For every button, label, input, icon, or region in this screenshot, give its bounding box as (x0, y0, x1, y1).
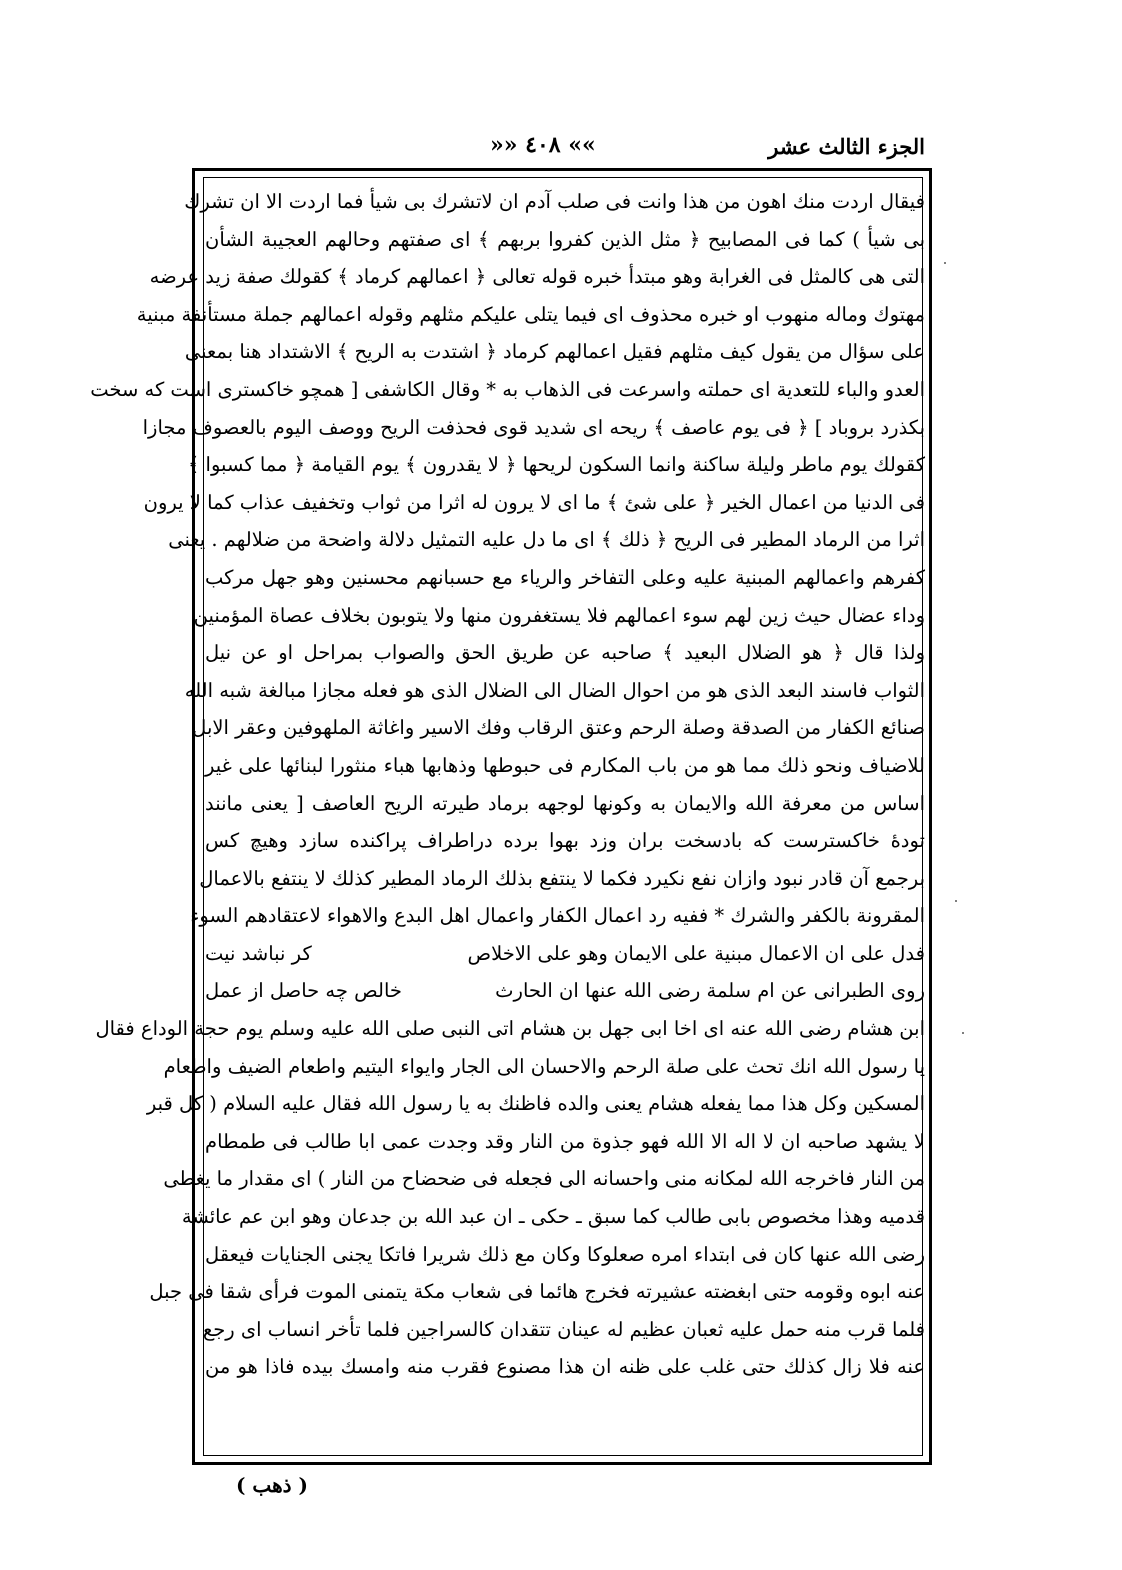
text-line: العدو والباء للتعدية اى حملته واسرعت فى الذهاب به * وقال الكاشفى [ همچو خاكسترى است كه سخت (90, 377, 925, 401)
text-line: فيقال اردت منك اهون من هذا وانت فى صلب آدم ان لاتشرك بى شيأ فما اردت الا ان تشرك (184, 190, 925, 213)
text-line: الثواب فاسند البعد الذى هو من احوال الضال الى الضلال الذى هو فعله مجازا مبالغة شبه الله (184, 678, 925, 702)
part-title: الجزء الثالث عشر (768, 134, 925, 159)
verse-line-2 (205, 972, 925, 1010)
catchword: ( ذهب ) (236, 1473, 308, 1497)
text-line: تودهٔ خاكسترست كه بادسخت بران وزد بهوا برده دراطراف پراكنده سازد وهيچ كس (205, 829, 925, 853)
text-line: فى الدنيا من اعمال الخير ﴿ على شئ ﴾ ما اى لا يرون له اثرا من ثواب وتخفيف عذاب كما لا يرون (143, 490, 925, 514)
text-line: كفرهم واعمالهم المبنية عليه وعلى التفاخر والرياء مع حسبانهم محسنين وهو جهل مركب (205, 565, 925, 589)
verse-left-2: خالص چه حاصل از عمل (205, 979, 402, 1003)
verse-line-1 (205, 935, 925, 973)
text-line: عنه فلا زال كذلك حتى غلب على ظنه ان هذا مصنوع فقرب منه وامسك بيده فاذا هو من (205, 1355, 925, 1379)
text-line: عنه ابوه وقومه حتى ابغضته عشيرته فخرج هائما فى شعاب مكة يتمنى الموت فرأى شقا فى جبل (149, 1280, 925, 1304)
verse-left: كر نباشد نيت (205, 941, 312, 965)
text-line: للاضياف ونحو ذلك مما هو من باب المكارم فى حبوطها وذهابها هباء منثورا لبنائها على غير (205, 753, 925, 777)
text-line: المقرونة بالكفر والشرك * ففيه رد اعمال الكفار واعمال اهل البدع والاهواء لاعتقادهم السوء (190, 904, 925, 928)
text-line: كقولك يوم ماطر وليلة ساكنة وانما السكون لريحها ﴿ لا يقدرون ﴾ يوم القيامة ﴿ مما كسبوا ﴾ (187, 453, 925, 477)
ornament-left: »» (490, 132, 518, 158)
text-line: قدميه وهذا مخصوص بابى طالب كما سبق ـ حكى ـ ان عبد الله بن جدعان وهو ابن عم عائشة (181, 1205, 925, 1229)
text-line: اثرا من الرماد المطير فى الريح ﴿ ذلك ﴾ اى ما دل عليه التمثيل دلالة واضحة من ضلالهم . يعنى (168, 528, 925, 552)
text-line: على سؤال من يقول كيف مثلهم فقيل اعمالهم كرماد ﴿ اشتدت به الريح ﴾ الاشتداد هنا بمعنى (184, 340, 925, 364)
text-line: ابن هشام رضى الله عنه اى اخا ابى جهل بن هشام اتى النبى صلى الله عليه وسلم يوم حجة الوداع فقال (95, 1017, 925, 1041)
ornament-right: «« (568, 132, 596, 158)
text-line: ولذا قال ﴿ هو الضلال البعيد ﴾ صاحبه عن طريق الحق والصواب بمراحل او عن نيل (205, 641, 925, 665)
page-header (200, 130, 925, 170)
text-line: التى هى كالمثل فى الغرابة وهو مبتدأ خبره قوله تعالى ﴿ اعمالهم كرماد ﴾ كقولك صفة زيد عرضه (149, 265, 925, 289)
text-line: مهتوك وماله منهوب او خبره محذوف اى فيما يتلى عليكم مثلهم وقوله اعمالهم جملة مستأنفة مبنية (136, 302, 925, 326)
text-line: لا يشهد صاحبه ان لا اله الا الله فهو جذوة من النار وقد وجدت عمى ابا طالب فى طمطام (205, 1129, 925, 1153)
scan-speck (955, 900, 957, 902)
text-line: فلما قرب منه حمل عليه ثعبان عظيم له عينان تتقدان كالسراجين فلما تأخر انساب اى رجع (202, 1317, 925, 1341)
text-line: يا رسول الله انك تحث على صلة الرحم والاحسان الى الجار وايواء اليتيم واطعام الضيف واطعام (163, 1054, 925, 1078)
text-line: من النار فاخرجه الله لمكانه منى واحسانه الى فجعله فى ضحضاح من النار ) اى مقدار ما يغطى (163, 1167, 925, 1191)
text-line: برجمع آن قادر نبود وازان نفع نكيرد فكما لا ينتفع بذلك الرماد المطير كذلك لا ينتفع بالاعمال (199, 866, 925, 890)
page-number-block (490, 132, 596, 158)
scan-speck (962, 1032, 964, 1034)
text-line: صنائع الكفار من الصدقة وصلة الرحم وعتق الرقاب وفك الاسير واغاثة الملهوفين وعقر الابل (192, 716, 925, 740)
scan-speck (944, 262, 946, 264)
verse-right-2: روى الطبرانى عن ام سلمة رضى الله عنها ان الحارث (495, 979, 925, 1003)
text-line: بكذرد بروباد ] ﴿ فى يوم عاصف ﴾ ريحه اى شديد قوى فحذفت الريح ووصف اليوم بالعصوف مجازا (142, 415, 925, 439)
body-text (90, 183, 925, 1386)
text-line: وداء عضال حيث زين لهم سوء اعمالهم فلا يستغفرون منها ولا يتوبون بخلاف عصاة المؤمنين (193, 603, 925, 627)
verse-right: فدل على ان الاعمال مبنية على الايمان وهو على الاخلاص (467, 941, 925, 965)
text-line: المسكين وكل هذا مما يفعله هشام يعنى والده فاظنك به يا رسول الله فقال عليه السلام ( كل قبر (146, 1092, 925, 1116)
text-line: رضى الله عنها كان فى ابتداء امره صعلوكا وكان مع ذلك شريرا فاتكا يجنى الجنايات فيعقل (205, 1242, 925, 1266)
text-line: بى شيأ ) كما فى المصابيح ﴿ مثل الذين كفروا بربهم ﴾ اى صفتهم وحالهم العجيبة الشأن (205, 227, 925, 251)
text-line: اساس من معرفة الله والايمان به وكونها لوجهه برماد طيرته الريح العاصف [ يعنى مانند (205, 791, 925, 815)
page-number: ٤٠٨ (525, 132, 561, 158)
